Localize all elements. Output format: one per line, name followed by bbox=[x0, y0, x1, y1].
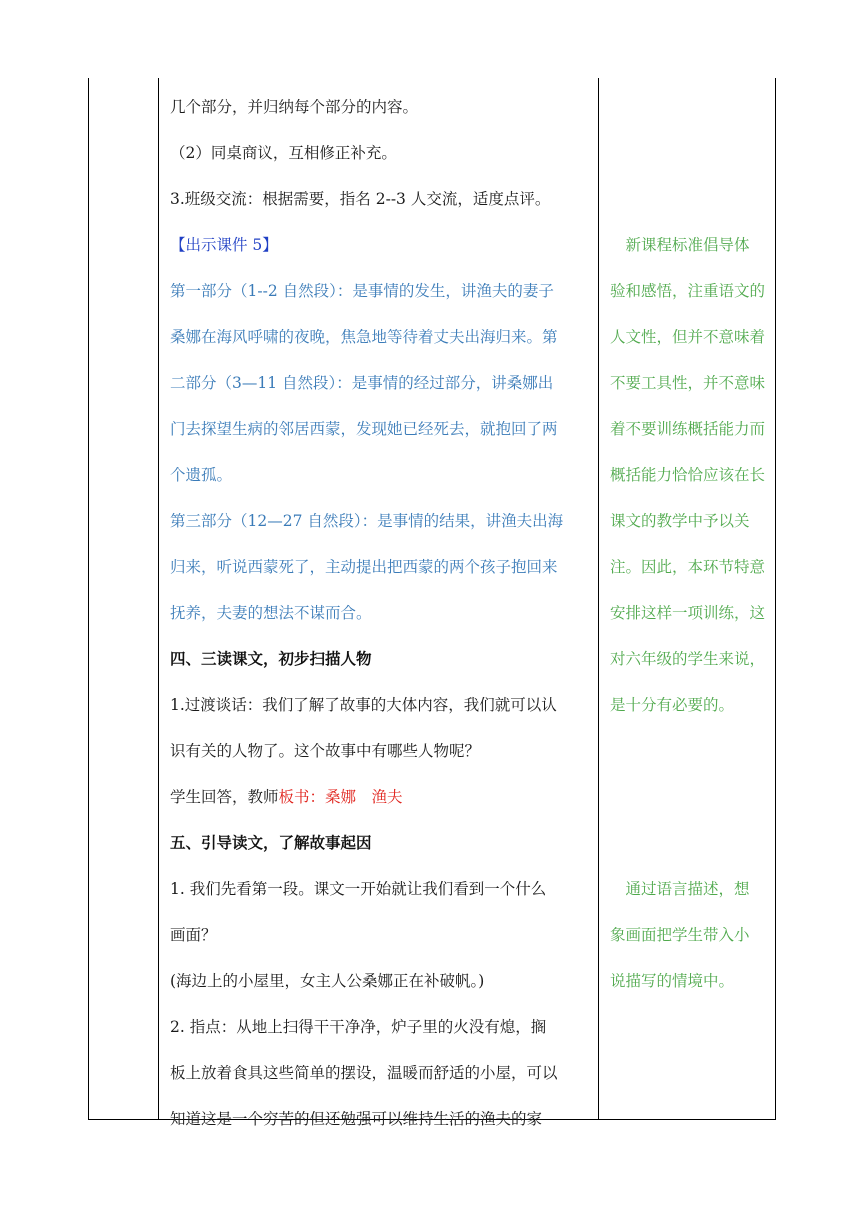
text-line: 3.班级交流：根据需要，指名 2--3 人交流，适度点评。 bbox=[170, 190, 551, 208]
text-line: （2）同桌商议，互相修正补充。 bbox=[170, 144, 397, 162]
text-line: 板上放着食具这些简单的摆设，温暖而舒适的小屋，可以 bbox=[170, 1064, 558, 1082]
text-line: 1. 我们先看第一段。课文一开始就让我们看到一个什么 bbox=[170, 880, 547, 898]
note-line: 对六年级的学生来说， bbox=[610, 650, 766, 668]
courseware-tag: 【出示课件 5】 bbox=[170, 236, 278, 254]
section-heading-5: 五、引导读文，了解故事起因 bbox=[170, 833, 372, 852]
note-line: 着不要训练概括能力而 bbox=[610, 420, 766, 438]
table-border-right bbox=[775, 78, 776, 1120]
text-line bbox=[170, 787, 403, 807]
courseware-text-line: 个遗孤。 bbox=[170, 466, 233, 484]
text-line: 画面？ bbox=[170, 926, 217, 944]
note-line: 是十分有必要的。 bbox=[610, 696, 735, 714]
note-line: 说描写的情境中。 bbox=[610, 972, 735, 990]
text-line: 知道这是一个穷苦的但还勉强可以维持生活的渔夫的家 bbox=[170, 1110, 543, 1128]
courseware-text-line: 二部分（3—11 自然段）：是事情的经过部分，讲桑娜出 bbox=[170, 374, 554, 392]
text-line: 识有关的人物了。这个故事中有哪些人物呢？ bbox=[170, 742, 481, 760]
table-divider-2 bbox=[598, 78, 599, 1120]
text-line: 1.过渡谈话：我们了解了故事的大体内容，我们就可以认 bbox=[170, 696, 557, 714]
courseware-text-line: 门去探望生病的邻居西蒙，发现她已经死去，就抱回了两 bbox=[170, 420, 558, 438]
note-line: 新课程标准倡导体 bbox=[610, 236, 750, 254]
text-line: (海边上的小屋里，女主人公桑娜正在补破帆。) bbox=[170, 972, 485, 990]
note-line: 验和感悟，注重语文的 bbox=[610, 282, 766, 300]
note-line: 安排这样一项训练，这 bbox=[610, 604, 766, 622]
student-answer-text: 学生回答，教师 bbox=[170, 788, 279, 806]
board-writing: 板书：桑娜 渔夫 bbox=[278, 788, 403, 806]
table-divider-1 bbox=[158, 78, 159, 1120]
note-line: 不要工具性，并不意味 bbox=[610, 374, 766, 392]
note-line: 通过语言描述，想 bbox=[610, 880, 750, 898]
section-heading-4: 四、三读课文，初步扫描人物 bbox=[170, 649, 372, 668]
table-border-left bbox=[88, 78, 89, 1120]
note-line: 概括能力恰恰应该在长 bbox=[610, 466, 766, 484]
note-line: 人文性，但并不意味着 bbox=[610, 328, 766, 346]
note-line: 象画面把学生带入小 bbox=[610, 926, 750, 944]
note-line: 注。因此，本环节特意 bbox=[610, 558, 766, 576]
text-line: 2. 指点：从地上扫得干干净净，炉子里的火没有熄，搁 bbox=[170, 1018, 547, 1036]
note-line: 课文的教学中予以关 bbox=[610, 512, 750, 530]
text-line: 几个部分，并归纳每个部分的内容。 bbox=[170, 98, 419, 116]
courseware-text-line: 抚养，夫妻的想法不谋而合。 bbox=[170, 604, 372, 622]
courseware-text-line: 桑娜在海风呼啸的夜晚，焦急地等待着丈夫出海归来。第 bbox=[170, 328, 558, 346]
courseware-text-line: 第三部分（12—27 自然段）：是事情的结果，讲渔夫出海 bbox=[170, 512, 564, 530]
courseware-text-line: 归来，听说西蒙死了，主动提出把西蒙的两个孩子抱回来 bbox=[170, 558, 558, 576]
courseware-text-line: 第一部分（1--2 自然段）：是事情的发生，讲渔夫的妻子 bbox=[170, 282, 554, 300]
